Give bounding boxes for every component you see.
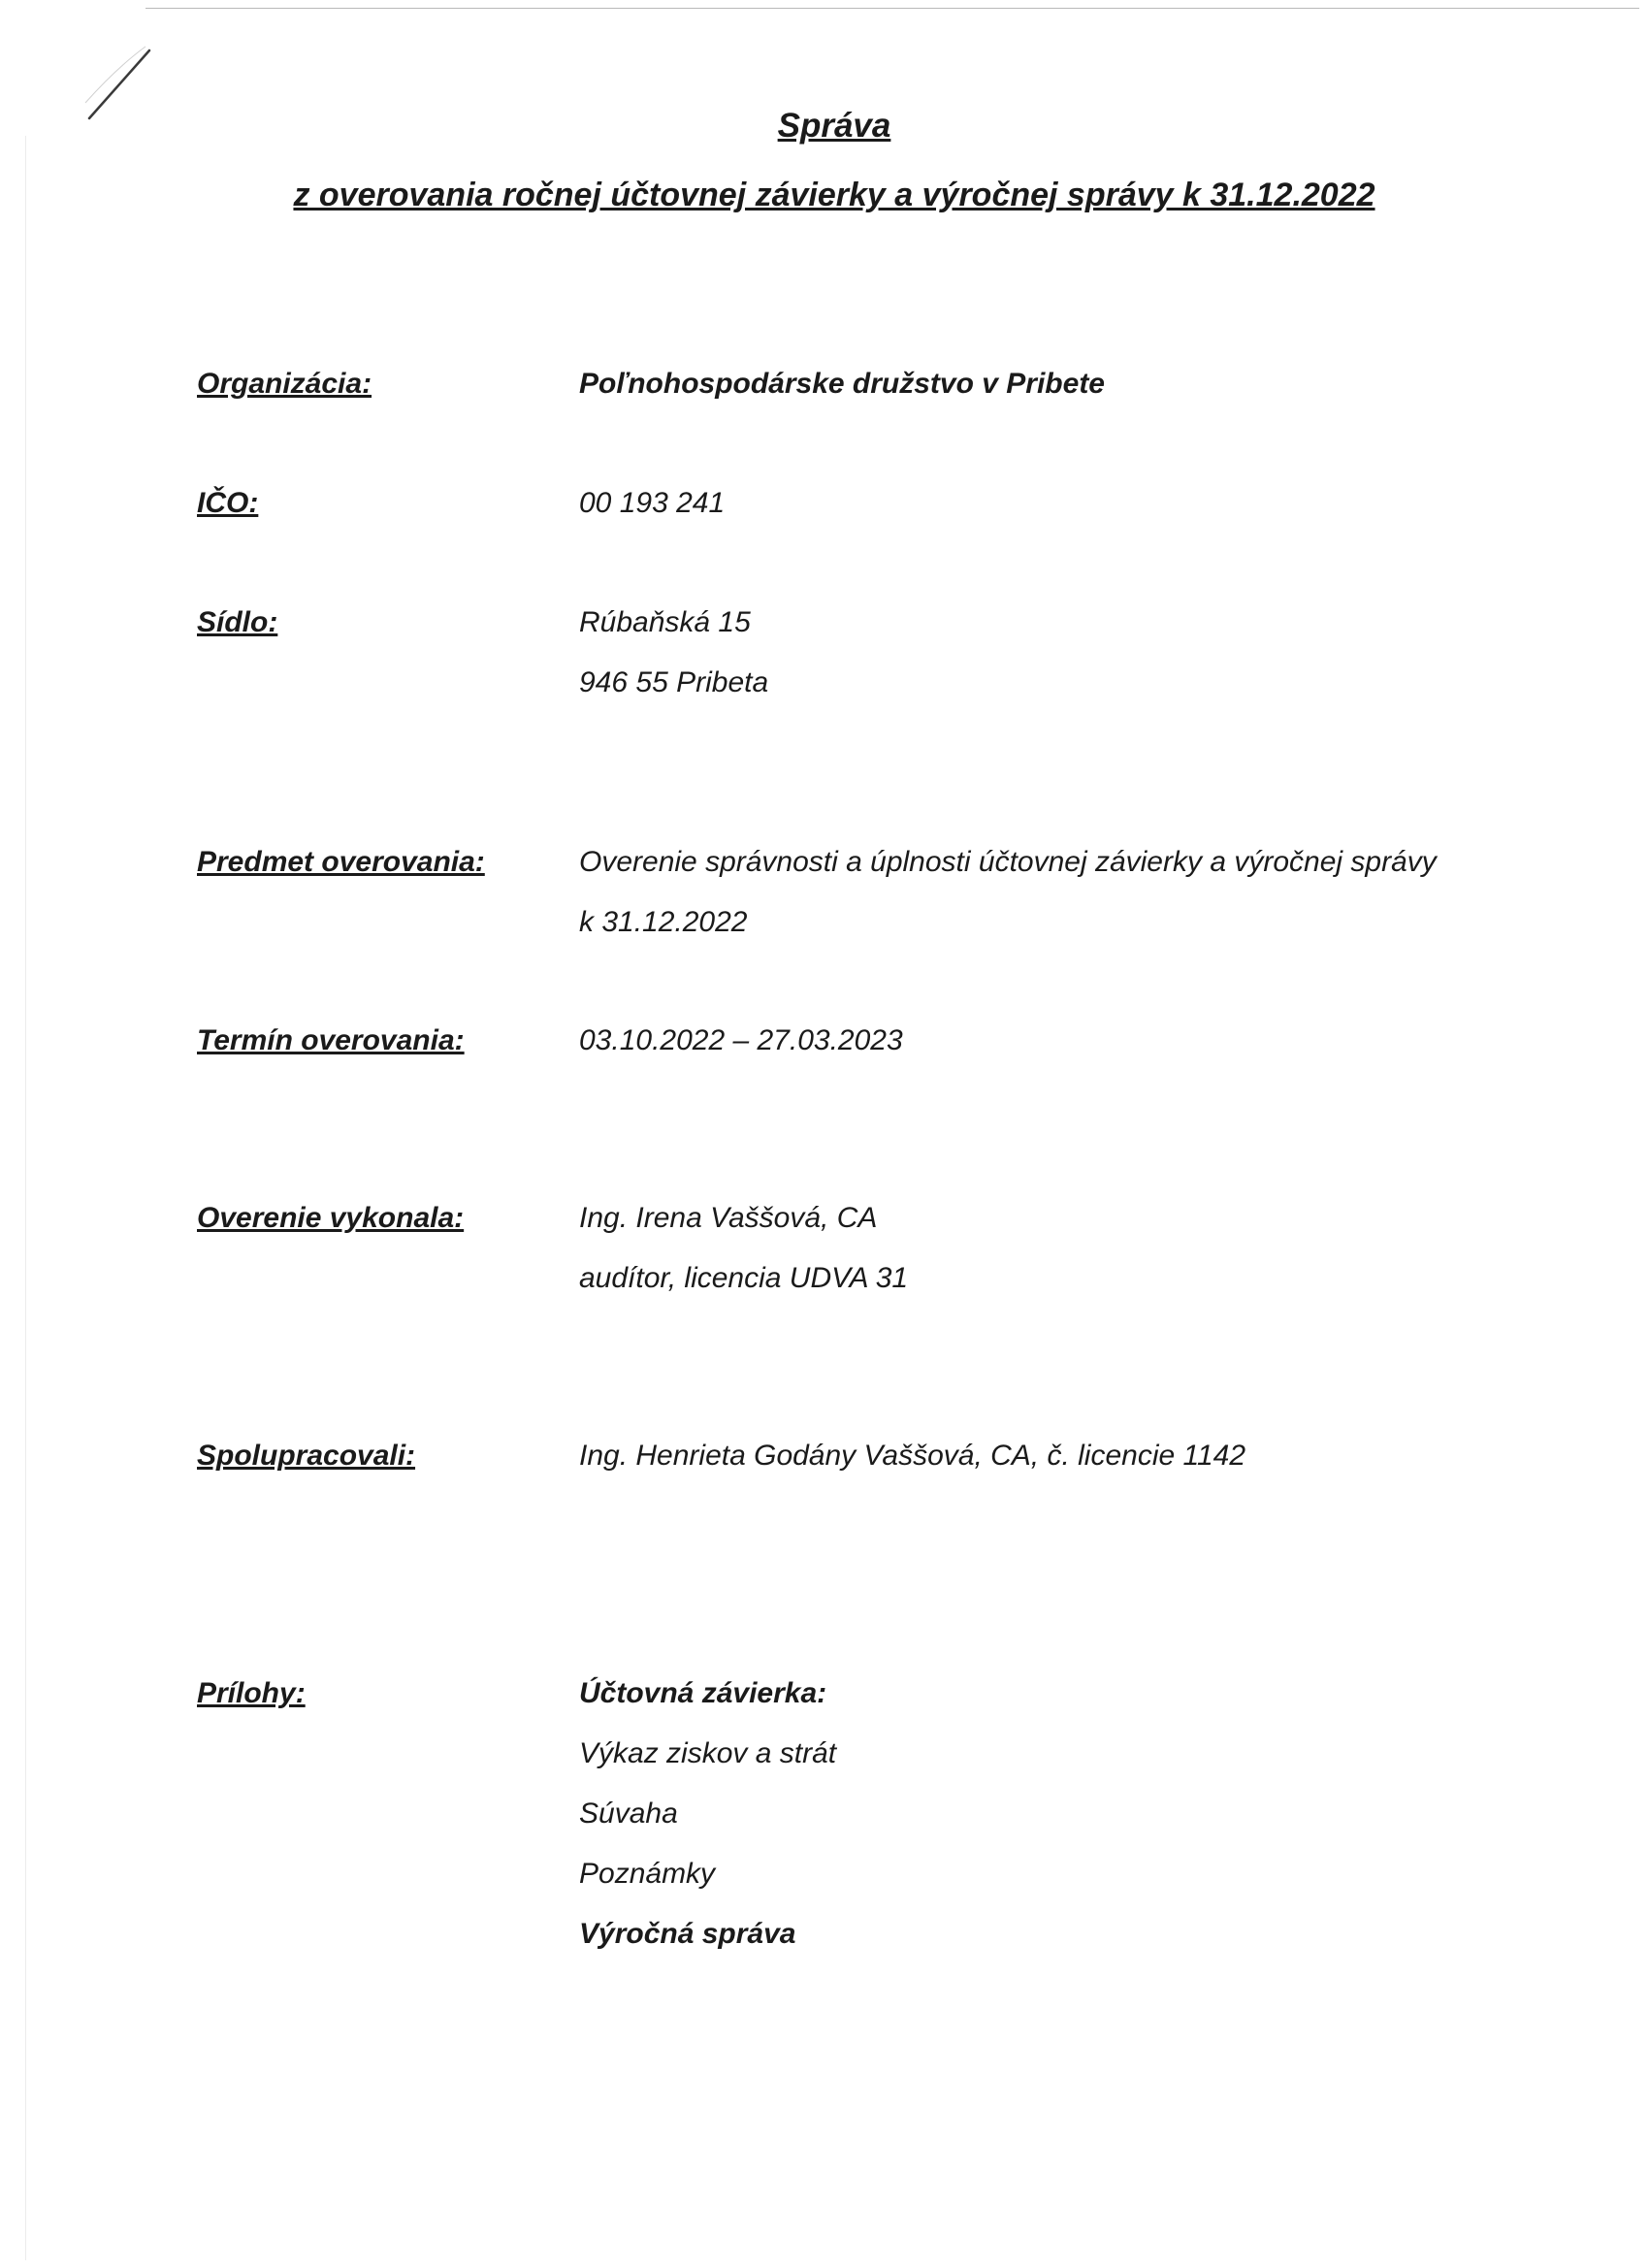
subject-line-1: Overenie správnosti a úplnosti účtovnej závierky a výročnej správy xyxy=(579,846,1437,878)
auditor-name: Ing. Irena Vaššová, CA xyxy=(579,1202,878,1234)
field-value xyxy=(579,486,1549,546)
field-label: Predmet overovania: xyxy=(197,846,485,878)
field-label: Organizácia: xyxy=(197,368,372,400)
document-title: Správa xyxy=(777,107,891,145)
auditor-license: audítor, licencia UDVA 31 xyxy=(579,1262,909,1294)
field-label: Overenie vykonala: xyxy=(197,1202,465,1234)
attachment-item: Poznámky xyxy=(579,1858,716,1890)
attachment-heading: Účtovná závierka: xyxy=(579,1677,827,1709)
attachment-item: Súvaha xyxy=(579,1798,678,1830)
field-value xyxy=(579,367,1549,427)
field-label: Termín overovania: xyxy=(197,1024,465,1056)
organization-name: Poľnohospodárske družstvo v Pribete xyxy=(579,368,1105,400)
ico-value: 00 193 241 xyxy=(579,487,726,519)
audit-period: 03.10.2022 – 27.03.2023 xyxy=(579,1024,903,1056)
field-label: Prílohy: xyxy=(197,1677,306,1709)
address-city: 946 55 Pribeta xyxy=(579,666,769,698)
document-subtitle: z overovania ročnej účtovnej závierky a výročnej správy k 31.12.2022 xyxy=(293,177,1375,213)
subject-line-2: k 31.12.2022 xyxy=(579,906,748,938)
field-value xyxy=(579,1676,1549,1977)
field-value xyxy=(579,1439,1549,1499)
scan-edge-left xyxy=(25,136,26,2260)
field-value xyxy=(579,605,1549,726)
field-label: IČO: xyxy=(197,487,259,519)
field-label: Sídlo: xyxy=(197,606,278,638)
field-value xyxy=(579,845,1549,965)
scan-edge-top xyxy=(146,8,1639,9)
address-street: Rúbaňská 15 xyxy=(579,606,751,638)
attachment-item: Výkaz ziskov a strát xyxy=(579,1737,837,1769)
field-value xyxy=(579,1201,1549,1321)
attachment-heading: Výročná správa xyxy=(579,1918,796,1950)
field-value xyxy=(579,1023,1549,1084)
collaborator: Ing. Henrieta Godány Vaššová, CA, č. licencie 1142 xyxy=(579,1440,1246,1472)
field-label: Spolupracovali: xyxy=(197,1440,416,1472)
